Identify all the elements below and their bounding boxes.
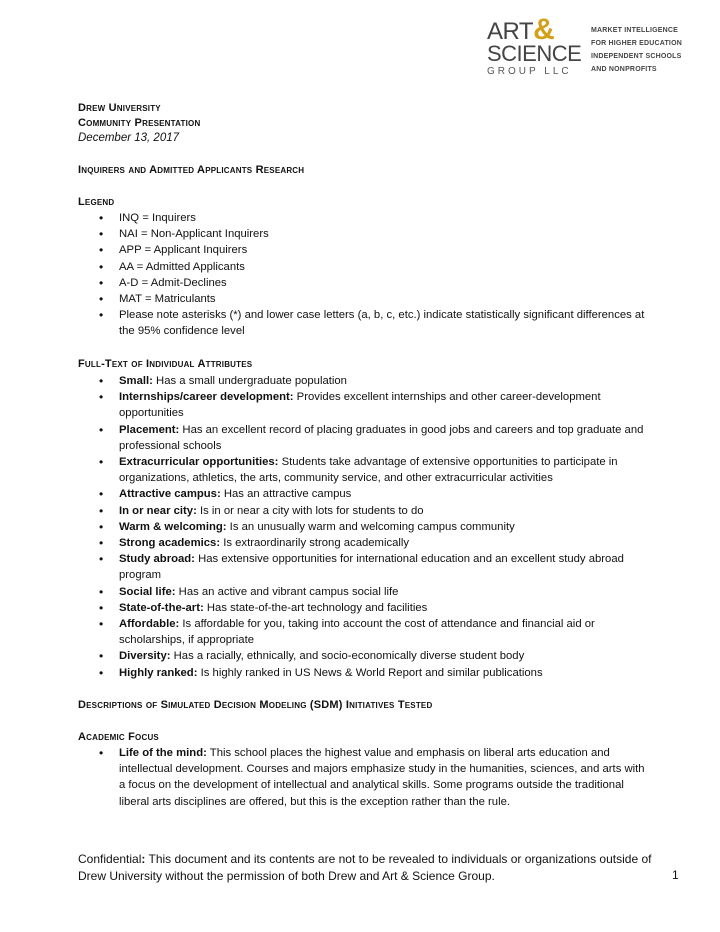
attribute-label: Diversity: xyxy=(119,650,171,663)
attribute-label: Placement: xyxy=(119,423,180,436)
attribute-text: Is an unusually warm and welcoming campus community xyxy=(226,520,515,533)
list-item: • MAT = Matriculants xyxy=(78,291,648,307)
attribute-text: Is extraordinarily strong academically xyxy=(220,537,410,550)
list-item xyxy=(78,486,648,502)
attribute-text: Has an attractive campus xyxy=(220,488,352,501)
list-item xyxy=(78,389,648,421)
list-item: • Please note asterisks (*) and lower case letters (a, b, c, etc.) indicate statistically significant differences at the 95% confidence level xyxy=(78,307,648,339)
academic-focus-heading: Academic Focus xyxy=(78,731,159,743)
list-item xyxy=(78,616,648,648)
attribute-label: Warm & welcoming: xyxy=(119,520,227,533)
list-item: • NAI = Non-Applicant Inquirers xyxy=(78,226,648,242)
logo-tagline xyxy=(591,24,682,76)
attribute-text: Students take advantage of extensive opportunities to participate in organizations, athletics, the arts, community service, and other extracurricular activities xyxy=(119,456,618,485)
attributes-list xyxy=(78,373,648,681)
list-item xyxy=(78,600,648,616)
document-title: Community Presentation xyxy=(78,117,201,129)
list-item: • APP = Applicant Inquirers xyxy=(78,242,648,258)
attribute-label: Attractive campus: xyxy=(119,488,221,501)
list-item xyxy=(78,551,648,583)
logo-ampersand: & xyxy=(533,13,555,46)
attribute-text: Has a racially, ethnically, and socio-economically diverse student body xyxy=(170,650,525,663)
attribute-label: In or near city: xyxy=(119,504,197,517)
attribute-text: Is affordable for you, taking into account the cost of attendance and financial aid or scholarships, if appropriate xyxy=(119,618,595,647)
attribute-text: Provides excellent internships and other career-development opportunities xyxy=(119,391,601,420)
tagline-line: FOR HIGHER EDUCATION xyxy=(591,40,682,47)
attribute-text: Has a small undergraduate population xyxy=(152,375,347,387)
confidential-colon: : xyxy=(141,852,146,866)
legend-heading: Legend xyxy=(78,196,115,208)
attribute-label: Affordable: xyxy=(119,618,180,631)
art-science-logo xyxy=(487,13,687,78)
confidential-label: Confidential xyxy=(78,852,142,866)
list-item xyxy=(78,519,648,535)
confidential-text: This document and its contents are not to be revealed to individuals or organizations outside of Drew University without the permission of both Drew and Art & Science Group. xyxy=(78,852,652,883)
attribute-label: Study abroad: xyxy=(119,553,195,566)
attribute-text: Is highly ranked in US News & World Report and similar publications xyxy=(197,666,543,679)
attribute-label: State-of-the-art: xyxy=(119,601,204,614)
logo-wordmark xyxy=(487,13,587,77)
attribute-label: Extracurricular opportunities: xyxy=(119,456,279,469)
list-item xyxy=(78,454,648,486)
list-item: • INQ = Inquirers xyxy=(78,210,648,226)
document-date: December 13, 2017 xyxy=(78,132,180,144)
list-item xyxy=(78,373,648,389)
attribute-text: Has state-of-the-art technology and facilities xyxy=(203,601,428,614)
page-number: 1 xyxy=(672,868,679,882)
list-item xyxy=(78,422,648,454)
attribute-label: Internships/career development: xyxy=(119,391,294,404)
org-name: Drew University xyxy=(78,102,161,114)
document-header xyxy=(78,101,200,146)
attribute-text: Is in or near a city with lots for students to do xyxy=(196,504,424,517)
sdm-heading: Descriptions of Simulated Decision Modeling (SDM) Initiatives Tested xyxy=(78,699,433,711)
attributes-heading: Full-Text of Individual Attributes xyxy=(78,358,253,370)
attribute-label: Social life: xyxy=(119,585,176,598)
initiative-text: This school places the highest value and emphasis on liberal arts education and intellectual development. Courses and majors emphasize study in the humanities, sciences, and arts with a focus on the development of intellectual and analytical skills. Some programs outside the traditional liberal arts disciplines are offered, but this is the exception rather than the rule. xyxy=(119,747,645,808)
list-item: • A-D = Admit-Declines xyxy=(78,275,648,291)
confidential-footer xyxy=(78,851,678,885)
attribute-text: Has extensive opportunities for international education and an excellent study abroad program xyxy=(119,553,624,582)
attribute-label: Highly ranked: xyxy=(119,666,198,679)
list-item xyxy=(78,745,648,810)
logo-group: GROUP LLC xyxy=(487,66,572,77)
list-item xyxy=(78,665,648,681)
list-item: • AA = Admitted Applicants xyxy=(78,259,648,275)
attribute-text: Has an active and vibrant campus social life xyxy=(175,585,399,598)
attribute-label: Small: xyxy=(119,375,153,387)
logo-science: SCIENCE xyxy=(487,41,582,66)
attribute-text: Has an excellent record of placing graduates in good jobs and careers and top graduate and professional schools xyxy=(119,423,644,452)
list-item xyxy=(78,648,648,664)
tagline-line: MARKET INTELLIGENCE xyxy=(591,27,679,34)
logo-art: ART xyxy=(487,18,534,45)
section-heading-research: Inquirers and Admitted Applicants Research xyxy=(78,164,305,176)
initiative-label: Life of the mind: xyxy=(119,747,207,759)
tagline-line: AND NONPROFITS xyxy=(591,66,657,73)
list-item xyxy=(78,503,648,519)
legend-list xyxy=(78,210,648,340)
list-item xyxy=(78,535,648,551)
attribute-label: Strong academics: xyxy=(119,537,221,550)
tagline-line: INDEPENDENT SCHOOLS xyxy=(591,53,682,60)
academic-list xyxy=(78,745,648,810)
list-item xyxy=(78,584,648,600)
